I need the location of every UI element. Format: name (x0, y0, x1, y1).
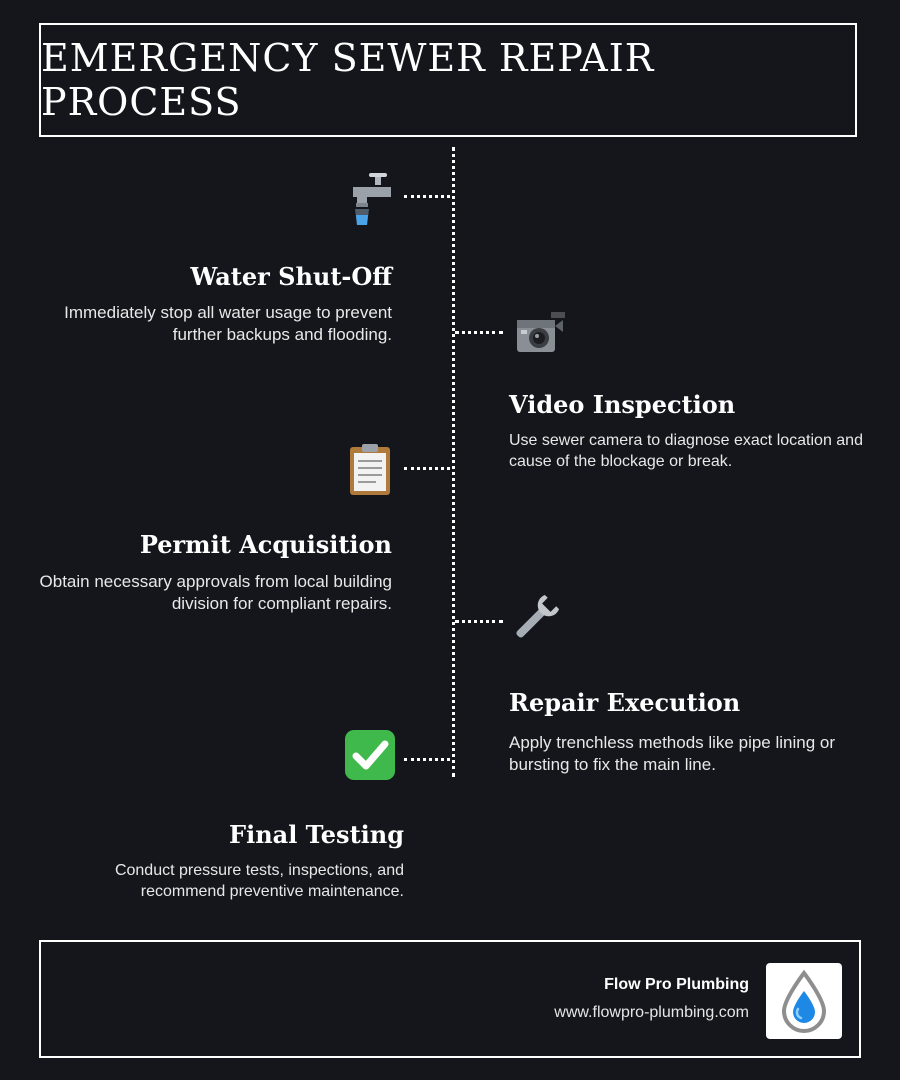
connector-step-4 (455, 620, 503, 623)
timeline-line (452, 147, 455, 777)
footer (39, 940, 861, 1058)
step-desc-repair-execution: Apply trenchless methods like pipe lining or bursting to fix the main line. (509, 733, 836, 774)
step-desc-water-shut-off: Immediately stop all water usage to prevent further backups and flooding. (64, 303, 392, 344)
clipboard-icon (342, 441, 398, 497)
step-title-final-testing: Final Testing (229, 820, 404, 849)
step-title-video-inspection: Video Inspection (509, 390, 736, 419)
page-title: EMERGENCY SEWER REPAIR PROCESS (41, 36, 655, 124)
connector-step-2 (455, 331, 503, 334)
company-website[interactable]: www.flowpro-plumbing.com (554, 1004, 749, 1021)
video-camera-icon (511, 306, 567, 362)
step-title-permit-acquisition: Permit Acquisition (139, 530, 392, 559)
step-desc-final-testing: Conduct pressure tests, inspections, and recommend preventive maintenance. (114, 862, 404, 900)
step-title-repair-execution: Repair Execution (509, 688, 741, 717)
step-desc-permit-acquisition: Obtain necessary approvals from local building division for compliant repairs. (39, 572, 392, 613)
step-desc-video-inspection: Use sewer camera to diagnose exact location and cause of the blockage or break. (509, 432, 863, 470)
connector-step-5 (404, 758, 450, 761)
connector-step-3 (404, 467, 450, 470)
company-logo (766, 963, 842, 1039)
company-name: Flow Pro Plumbing (604, 976, 749, 993)
connector-step-1 (404, 195, 450, 198)
step-title-water-shut-off: Water Shut-Off (190, 262, 392, 291)
check-mark-icon (342, 727, 398, 783)
title-banner (39, 23, 857, 137)
wrench-icon (507, 591, 563, 647)
water-drop-icon (776, 969, 832, 1033)
faucet-icon (345, 171, 401, 227)
